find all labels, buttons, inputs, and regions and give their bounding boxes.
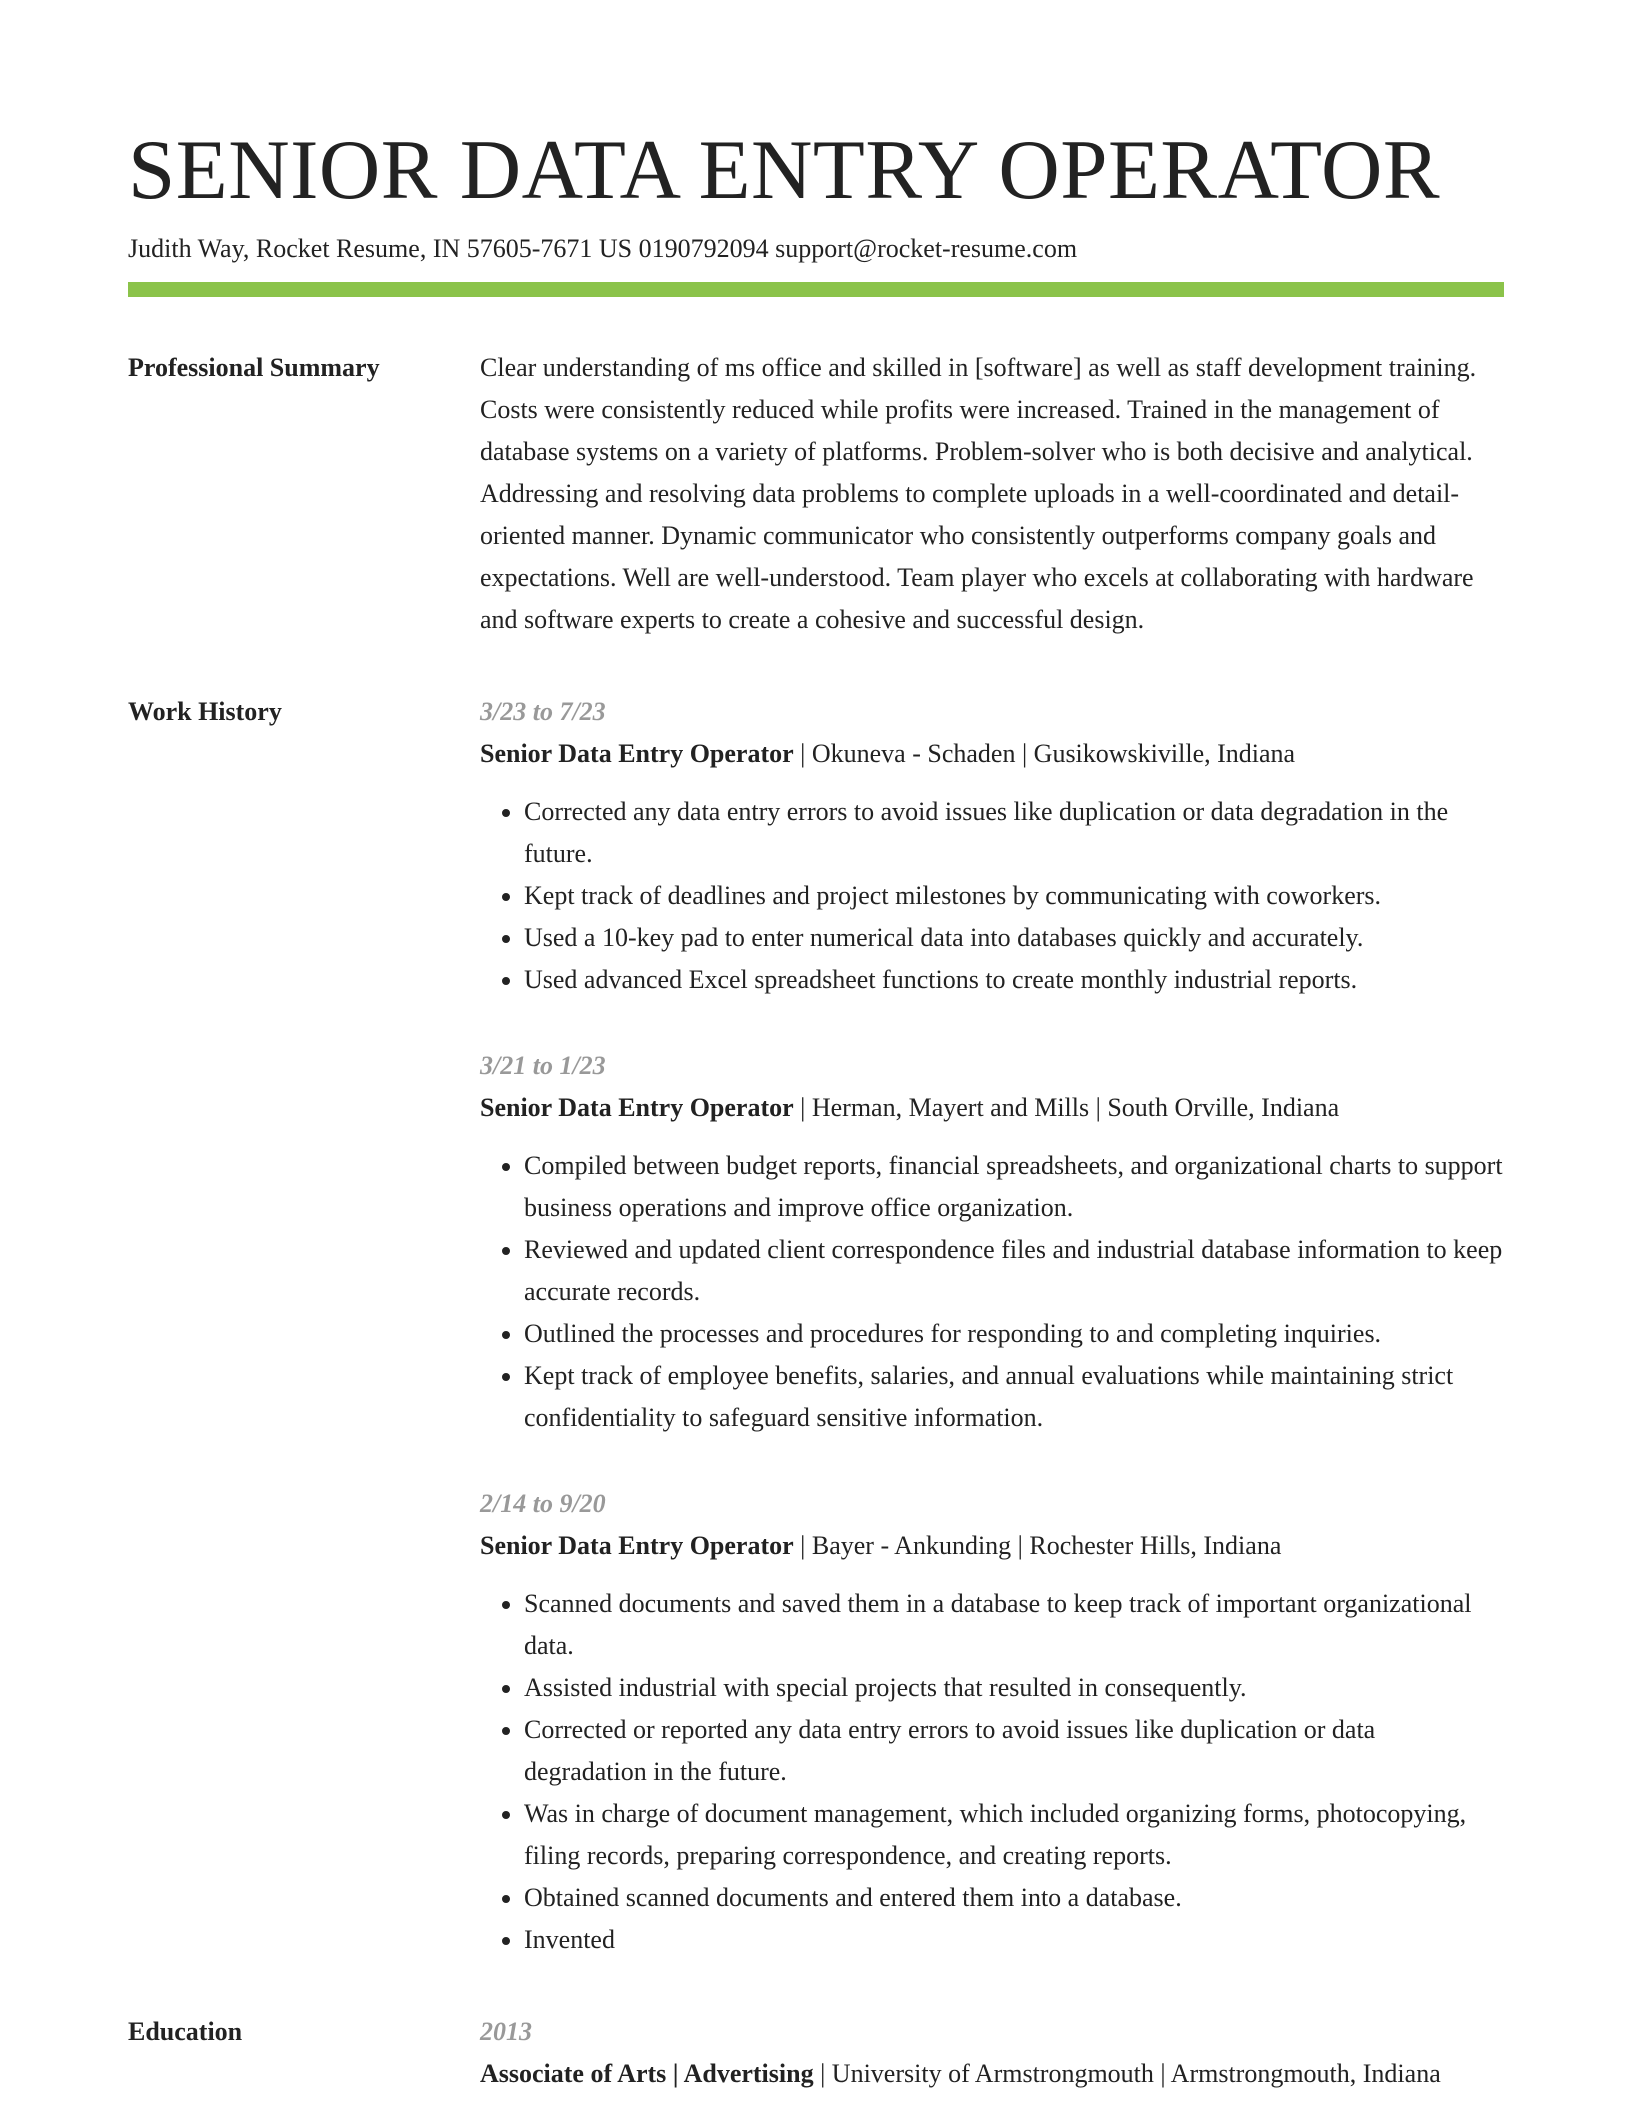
job-bullet: • Was in charge of document management, which included organizing forms, photocopying, filing records, preparing correspondence, and creating reports. [524,1793,1504,1877]
job-bullets [480,1583,1504,1961]
job-details: | Bayer - Ankunding | Rochester Hills, Indiana [793,1531,1282,1560]
education-date: 2013 [480,2017,532,2046]
job-role: Senior Data Entry Operator [480,1531,794,1560]
job-entry [480,1483,1504,1961]
education-body [480,2011,1504,2095]
job-bullets [480,1145,1504,1439]
summary-body [480,347,1504,641]
job-date: 3/21 to 1/23 [480,1051,606,1080]
job-bullets [480,791,1504,1001]
job-bullet: • Corrected any data entry errors to avoid issues like duplication or data degradation in the future. [524,791,1504,875]
section-label-summary: Professional Summary [128,353,380,382]
job-bullet: • Kept track of employee benefits, salaries, and annual evaluations while maintaining strict confidentiality to safeguard sensitive information. [524,1355,1504,1439]
job-bullet: • Assisted industrial with special projects that resulted in consequently. [524,1667,1504,1709]
education-degree: Associate of Arts | Advertising [480,2059,814,2088]
job-bullet: • Kept track of deadlines and project milestones by communicating with coworkers. [524,875,1504,917]
job-bullet: • Used a 10-key pad to enter numerical data into databases quickly and accurately. [524,917,1504,959]
job-date: 2/14 to 9/20 [480,1489,606,1518]
job-bullet: • Outlined the processes and procedures for responding to and completing inquiries. [524,1313,1504,1355]
job-bullet: • Scanned documents and saved them in a database to keep track of important organizational data. [524,1583,1504,1667]
job-details: | Okuneva - Schaden | Gusikowskiville, Indiana [793,739,1296,768]
contact-line: Judith Way, Rocket Resume, IN 57605-7671 US 0190792094 support@rocket-resume.com [128,234,1078,263]
job-bullet: • Reviewed and updated client correspondence files and industrial database information to keep accurate records. [524,1229,1504,1313]
job-role: Senior Data Entry Operator [480,739,794,768]
summary-section [128,347,1504,641]
job-title-line [480,1525,1504,1567]
job-bullet: • Corrected or reported any data entry errors to avoid issues like duplication or data degradation in the future. [524,1709,1504,1793]
job-role: Senior Data Entry Operator [480,1093,794,1122]
work-history-body [480,691,1504,1961]
education-line [480,2053,1504,2095]
section-label-work-history: Work History [128,697,282,726]
work-history-section [128,691,1504,1961]
header-accent-rule [128,282,1504,297]
job-entry [480,1045,1504,1439]
section-label-education: Education [128,2017,243,2046]
resume-title: SENIOR DATA ENTRY OPERATOR [128,123,1441,217]
education-section [128,2011,1504,2095]
job-bullet: • Obtained scanned documents and entered them into a database. [524,1877,1504,1919]
resume-page [128,0,1504,2095]
job-title-line [480,1087,1504,1129]
summary-text: Clear understanding of ms office and skilled in [software] as well as staff development training. Costs were consistently reduced while profits were increased. Trained in the management of database systems on a variety of platforms. Problem-solver who is both decisive and analytical. Addressing and resolving data problems to complete uploads in a well-coordinated and detail-oriented manner. Dynamic communicator who consistently outperforms company goals and expectations. Well are well-understood. Team player who excels at collaborating with hardware and software experts to create a cohesive and successful design. [480,353,1477,634]
job-bullet: • Compiled between budget reports, financial spreadsheets, and organizational charts to support business operations and improve office organization. [524,1145,1504,1229]
job-bullet: • Used advanced Excel spreadsheet functions to create monthly industrial reports. [524,959,1504,1001]
education-details: | University of Armstrongmouth | Armstrongmouth, Indiana [813,2059,1441,2088]
job-entry [480,691,1504,1001]
job-date: 3/23 to 7/23 [480,697,606,726]
job-bullet: • Invented [524,1919,1504,1961]
job-title-line [480,733,1504,775]
job-details: | Herman, Mayert and Mills | South Orville, Indiana [793,1093,1340,1122]
